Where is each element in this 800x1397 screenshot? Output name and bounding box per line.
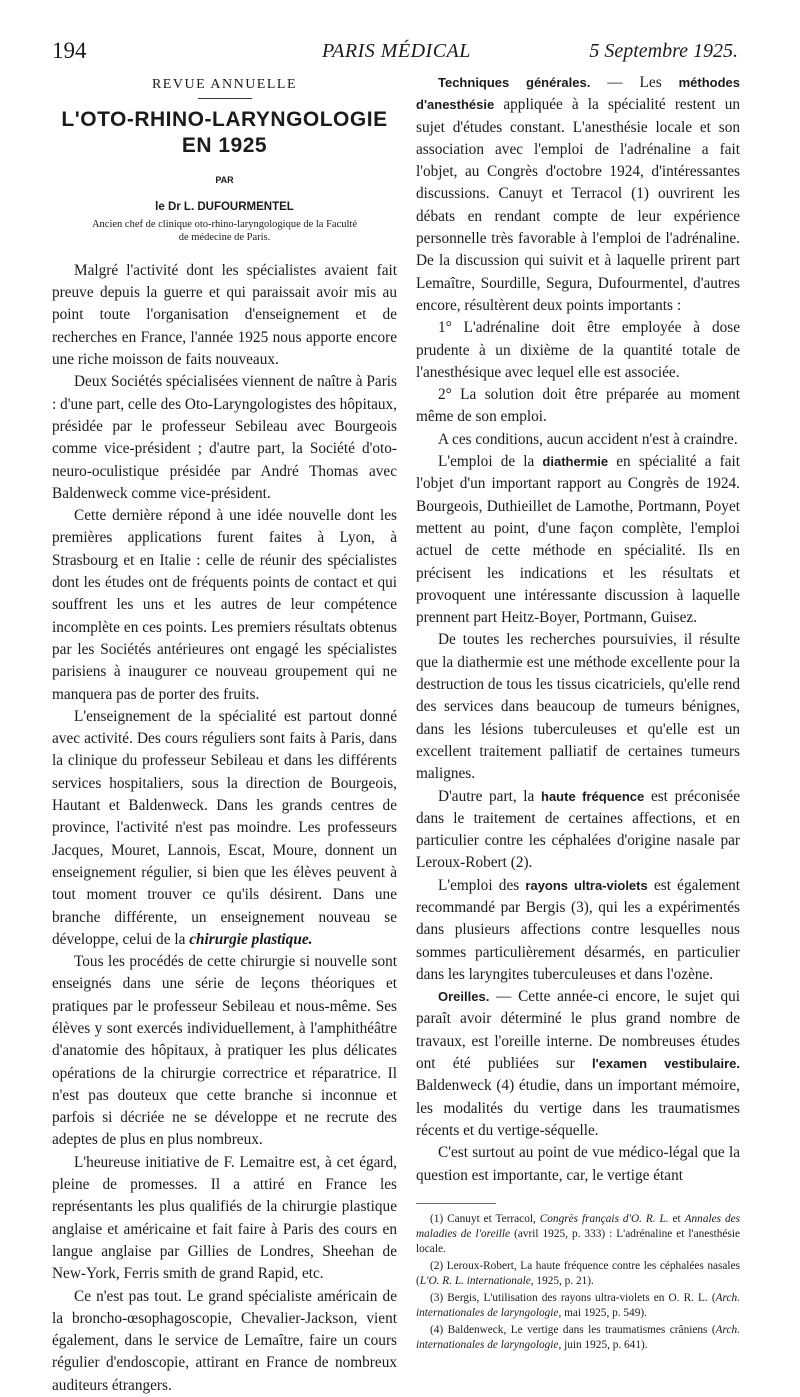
journal-title: PARIS MÉDICAL — [322, 40, 471, 62]
paragraph — [52, 706, 397, 951]
footnote-text: , juin 1925, p. 641). — [558, 1338, 648, 1351]
article-title-line2: EN 1925 — [181, 134, 268, 158]
rubric-rule — [198, 98, 252, 99]
footnote-text: (4) Baldenweck, Le vertige dans les traumatismes crâniens ( — [430, 1323, 716, 1336]
paragraph-text: en spécialité a fait l'objet d'un important rapport au Congrès de 1924. Bourgeois, Duthieillet de Lamothe, Portmann, Poyet mettent au point, d'une façon complète, l'emploi actuel de cette méthode en spécialité. Ils en précisent les indications et les résultats et provoquent une intéressante discussion à laquelle prennent part Heitz-Boyer, Portmann, Guisez. — [416, 453, 740, 627]
paragraph: 1° L'adrénaline doit être employée à dose prudente à un dixième de la quantité totale de l'anesthésique avec lequel elle est associée. — [416, 319, 740, 381]
paragraph — [416, 786, 740, 875]
paragraph-text: — Cette année-ci encore, le sujet qui paraît avoir déterminé le plus grand nombre de travaux, est l'oreille interne. De nombreuses études ont été publiées sur — [416, 988, 740, 1073]
paragraph: C'est surtout au point de vue médico-légal que la question est importante, car, le vertige étant — [416, 1144, 740, 1184]
paragraph: De toutes les recherches poursuivies, il résulte que la diathermie est une méthode excellente pour la destruction de tous les tissus cicatriciels, qu'elle rend des services dans beaucoup de tumeurs bénignes, dans les lésions tuberculeuses et qu'elle est un excellent traitement palliatif de certaines tumeurs malignes. — [416, 631, 740, 783]
paragraph: Tous les procédés de cette chirurgie si nouvelle sont enseignés dans une série de leçons théoriques et pratiques par le professeur Sebileau et nous-même. Ses élèves y sont exercés individuellement, à l'amphithéâtre d'anatomie des hôpitaux, à pratiquer les plus délicates opérations de la chirurgie correctrice et réparatrice. Il n'est pas douteux que cette branche si inconnue et parfois si décriée ne se développe et ne recrute des adeptes de plus en plus nombreux. — [52, 953, 397, 1149]
keyword: diathermie — [542, 454, 609, 470]
paragraph: A ces conditions, aucun accident n'est à craindre. — [438, 430, 738, 448]
affiliation-line2: de médecine de Paris. — [178, 231, 271, 243]
footnote-1 — [416, 1212, 740, 1257]
paragraph-text: L'enseignement de la spécialité est partout donné avec activité. Des cours réguliers sont faits à Paris, dans la clinique du professeur Sebileau et dans les différents services hospitaliers, sous la direction de Bourgeois, Hautant et Baldenweck. Dans les grands centres de province, l'activité n'est pas moindre. Les professeurs Jacques, Mouret, Lannois, Escat, Moure, donnent un enseignement régulier, si bien que les élèves peuvent à tout moment trouver ce qu'ils désirent. Dans une branche différente, un enseignement nouveau se développe, celui de la — [52, 707, 397, 948]
page-number: 194 — [52, 38, 87, 63]
footnote-2 — [416, 1259, 740, 1289]
paragraph-text: D'autre part, la — [438, 787, 542, 805]
right-column — [416, 72, 740, 1355]
footnote-rule — [416, 1203, 496, 1204]
affiliation-line1: Ancien chef de clinique oto-rhino-laryngologique de la Faculté — [91, 218, 358, 230]
footnote-3 — [416, 1291, 740, 1321]
paragraph-text: Baldenweck (4) étudie, dans un important mémoire, les modalités du vertige dans les traumatismes récents et du vertige-séquelle. — [416, 1077, 740, 1139]
author: le Dr L. DUFOURMENTEL — [155, 200, 294, 213]
footnote-text: , mai 1925, p. 549). — [558, 1306, 647, 1319]
paragraph — [416, 72, 740, 317]
left-column — [52, 72, 397, 1397]
paragraph-text: est préconisée dans le traitement de certaines affections, et en particulier contre les céphalées d'origine nasale par Leroux-Robert (2). — [416, 787, 740, 872]
rubric: REVUE ANNUELLE — [151, 77, 298, 92]
paragraph: L'heureuse initiative de F. Lemaitre est, à cet égard, pleine de promesses. Il a attiré en France les représentants les plus qualifiés de la chirurgie plastique anglaise et américaine et fait faire à Paris des cours en langue anglaise par Gillies de Londres, Sheehan de New-York, Ferris smith de grand Rapid, etc. — [52, 1153, 397, 1283]
section-heading: Oreilles. — [438, 989, 490, 1005]
paragraph — [416, 986, 740, 1142]
footnote-text: , 1925, p. 21). — [530, 1274, 594, 1287]
affiliation — [52, 218, 397, 244]
paragraph — [416, 875, 740, 986]
paragraph-text: L'emploi de la — [438, 453, 543, 471]
paragraph — [416, 451, 740, 629]
paragraph-text: appliquée à la spécialité restent un sujet d'études constant. L'anesthésie locale et son association avec l'emploi de l'adrénaline a fait l'objet, au Congrès d'octobre 1924, d'intéressantes discussions. Canuyt et Terracol (1) ouvrirent les débats en rendant compte de leur expérience personnelle très favorable à l'emploi de l'adrénaline. De la discussion qui suivit et à laquelle prirent part Lemaître, Sourdille, Segura, Dufourmentel, d'autres encore, résultèrent deux points importants : — [416, 96, 740, 314]
footnote-source: L'O. R. L. internationale — [419, 1274, 531, 1287]
paragraph-text: — Les — [590, 74, 679, 91]
keyword: rayons ultra-violets — [525, 877, 648, 893]
paragraph: Cette dernière répond à une idée nouvelle dont les premières applications furent faites à Lyon, à Strasbourg et en Italie : celle de réunir des spécialistes dont les études ont de fréquents points de contact et qui souffrent les uns et les autres de leur compétence incomplète en ces points. Les premiers résultats obtenus par les Sociétés antérieures ont engagé les spécialistes parisiens à inaugurer ce nouveau groupement qui ne manquera pas de porter des fruits. — [52, 507, 397, 703]
footnote-text: (3) Bergis, L'utilisation des rayons ultra-violets en O. R. L. ( — [430, 1291, 716, 1304]
section-heading: Techniques générales. — [438, 75, 591, 90]
paragraph-text: L'emploi des — [438, 876, 526, 894]
footnote-4 — [416, 1323, 740, 1353]
keyword: haute fréquence — [541, 788, 645, 804]
footnote-text: (avril 1925, p. 333) : L'adrénaline et l'anesthésie locale. — [416, 1227, 740, 1255]
keyword: l'examen vestibulaire. — [591, 1056, 740, 1072]
paragraph: Deux Sociétés spécialisées viennent de naître à Paris : d'une part, celle des Oto-Laryngologistes des hôpitaux, présidée par le professeur Sebileau avec Bourgeois comme vice-président ; d'autre part, la Société d'oto-neuro-oculistique présidée par André Thomas avec Baldenweck comme vice-président. — [52, 373, 397, 502]
paragraph: 2° La solution doit être préparée au moment même de son emploi. — [416, 386, 740, 426]
keyword: méthodes d'anesthésie — [416, 75, 741, 113]
issue-date: 5 Septembre 1925. — [589, 40, 738, 62]
paragraph: Ce n'est pas tout. Le grand spécialiste américain de la broncho-œsophagoscopie, Chevalier-Jackson, vient également, dans le service de Lemaître, faire un cours régulier d'endoscopie, attirant en France de nombreux auditeurs étrangers. — [52, 1287, 397, 1394]
footnote-text: (2) Leroux-Robert, La haute fréquence contre les céphalées nasales ( — [416, 1259, 740, 1287]
footnote-source: Annales des maladies de l'oreille — [416, 1212, 740, 1240]
footnote-text: (1) Canuyt et Terracol, — [430, 1212, 540, 1225]
by-line: PAR — [215, 175, 234, 186]
emphasis-text: chirurgie plastique. — [189, 930, 313, 948]
article-title-line1: L'OTO-RHINO-LARYNGOLOGIE — [61, 108, 388, 132]
footnote-source: Congrès français d'O. R. L. — [539, 1212, 669, 1225]
running-header — [52, 38, 738, 70]
paragraph: Malgré l'activité dont les spécialistes avaient fait preuve depuis la guerre et qui paraissait avoir mis au point toute l'organisation d'enseignement et de recherches en France, l'année 1925 nous apporte encore une riche moisson de faits nouveaux. — [52, 261, 397, 369]
footnote-source: Arch. internationales de laryngologie — [416, 1323, 740, 1351]
footnote-text: et — [668, 1212, 685, 1225]
footnote-source: Arch. internationales de laryngologie — [416, 1291, 740, 1319]
paragraph-text: est également recommandé par Bergis (3), qui les a expérimentés dans plusieurs affections contre lesquelles nous sommes particulièrement désarmés, en particulier dans les laryngites tuberculeuses et dans l'ozène. — [416, 876, 741, 983]
